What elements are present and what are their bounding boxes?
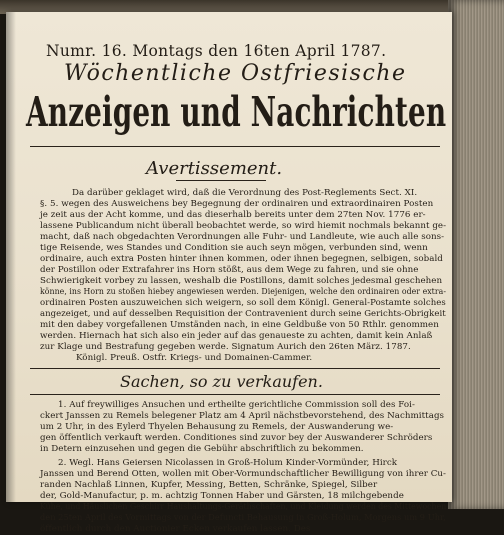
masthead-title-line2: Anzeigen und Nachrichten <box>26 88 447 136</box>
avert-line: ordinairen Posten auszuweichen sich weigern, so soll dem Königl. General-Postamte solches <box>40 298 446 308</box>
signature-line: Königl. Preuß. Ostfr. Kriegs- und Domainen-Cammer. <box>76 353 313 363</box>
sale-item-2-line: Kühe, und Häuslichen Geschirr Haushaltungs-Geräthschaften, und Kleidung werden des Mittewochen <box>40 502 447 512</box>
avert-line: §. 5. wegen des Ausweichens bey Begegnung der ordinairen und extraordinairen Posten <box>40 199 434 209</box>
sale-item-1-line: 1. Auf freywilliges Ansuchen und ertheilte gerichtliche Commission soll des Foi- <box>58 400 415 410</box>
section-heading-verkaufen: Sachen, so zu verkaufen. <box>120 372 323 391</box>
sale-item-2-line: öffentlich durch den Auctionier Ecken verkaufen lassen. Des <box>40 524 311 534</box>
section-rule <box>30 394 440 395</box>
masthead-title-line1: Wöchentliche Ostfriesische <box>64 61 407 86</box>
masthead-rule <box>30 146 440 147</box>
avert-line: könne, ins Horn zu stoßen hiebey angewiesen werden. Diejenigen, welche den ordinairen oder extra- <box>40 287 447 297</box>
issue-line: Numr. 16. Montags den 16ten April 1787. <box>46 42 387 60</box>
avert-line: mit den dabey vorgefallenen Umständen nach, in eine Geldbuße von 50 Rthlr. genommen <box>40 320 439 330</box>
section-heading-avertissement: Avertissement. <box>146 158 283 179</box>
sale-item-2-line: der, Gold-Manufactur, p. m. achtzig Tonnen Haber und Gärsten, 18 milchgebende <box>40 491 404 501</box>
section-rule <box>30 368 440 369</box>
sale-item-2-line: den 25ten April des Vormittags von der Defuncti Behausung in Groß-Holum, Morgens um 9 Uhr, <box>40 513 446 523</box>
page-fore-edge <box>448 0 504 509</box>
sale-item-1-line: in Detern einzusehen und gegen die Gebühr abschriftlich zu bekommen. <box>40 444 364 454</box>
sale-item-2-line: randen Nachlaß Linnen, Kupfer, Messing, Betten, Schränke, Spiegel, Silber <box>40 480 378 490</box>
sale-item-1-line: gen öffentlich verkauft werden. Conditiones sind zuvor bey der Auswanderer Schröders <box>40 433 433 443</box>
avert-line: lassene Publicandum nicht überall beobachtet werde, so wird hiemit nochmals bekannt ge- <box>40 221 447 231</box>
avert-line: Schwierigkeit vorbey zu lassen, weshalb die Postillons, damit solches jedesmal geschehen <box>40 276 443 286</box>
newspaper-page <box>6 12 452 534</box>
sale-item-1-line: um 2 Uhr, in des Eylerd Thyelen Behausung zu Remels, der Auswanderung we- <box>40 422 394 432</box>
sale-item-2-line: Janssen und Berend Otten, wollen mit Ober-Vormundschaftlicher Bewilligung von ihrer Cu- <box>40 469 447 479</box>
avert-line: tige Reisende, wes Standes und Condition sie auch seyn mögen, verbunden sind, wenn <box>40 243 428 253</box>
avert-line: angezeiget, und auf desselben Requisition der Contravenient durch seine Gerichts-Obrigkeit <box>40 309 446 319</box>
avert-line: macht, daß nach obgedachten Verordnungen alle Fuhr- und Landleute, wie auch alle sons- <box>40 232 445 242</box>
page-gutter-shadow <box>6 12 16 502</box>
avert-line: zur Klage und Bestrafung gegeben werde. Signatum Aurich den 26ten März. 1787. <box>40 342 411 352</box>
sale-item-1-line: ckert Janssen zu Remels belegener Platz am 4 April nächstbevorstehend, des Nachmittags <box>40 411 445 421</box>
sale-item-2-line: 2. Wegl. Hans Geiersen Nicolassen in Groß-Holum Kinder-Vormünder, Hirck <box>58 458 398 468</box>
avert-line: werden. Hiernach hat sich also ein jeder auf das genaueste zu achten, damit kein Anlaß <box>40 331 433 341</box>
avert-line: der Postillon oder Extrafahrer ins Horn stößt, aus dem Wege zu fahren, und sie ohne <box>40 265 419 275</box>
avert-line: Da darüber geklaget wird, daß die Verordnung des Post-Reglements Sect. XI. <box>72 188 418 198</box>
avert-line: je zeit aus der Acht komme, und das dieserhalb bereits unter dem 27ten Nov. 1776 er- <box>40 210 426 220</box>
avert-line: ordinaire, auch extra Posten hinter ihnen kommen, oder ihnen begegnen, selbigen, sobald <box>40 254 443 264</box>
heading-underline <box>176 180 266 181</box>
